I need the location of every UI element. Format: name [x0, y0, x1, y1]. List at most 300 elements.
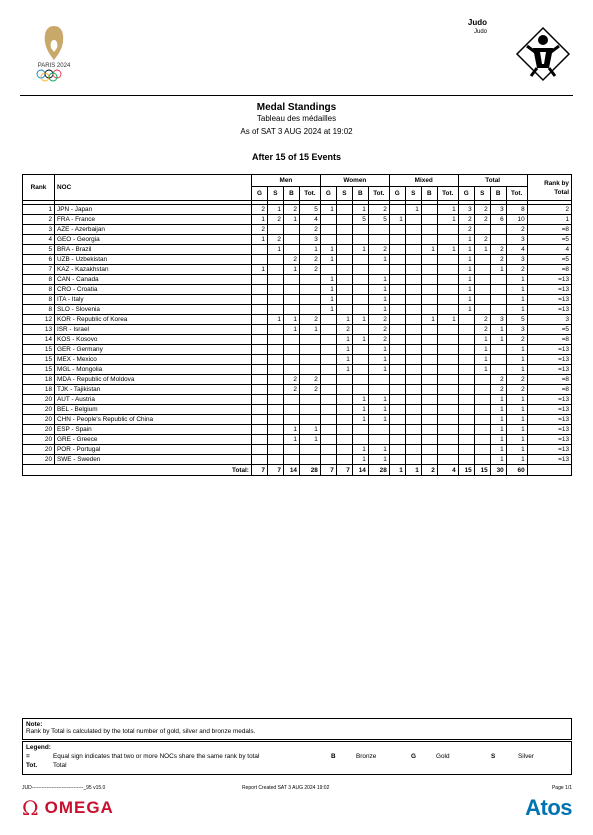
medal-count-cell: 1 [320, 275, 336, 285]
medal-count-cell [251, 415, 267, 425]
rank-by-total-cell: =13 [527, 435, 571, 445]
medal-count-cell: 2 [251, 205, 267, 215]
medal-count-cell: 1 [437, 205, 458, 215]
medal-count-cell [283, 295, 299, 305]
medal-count-cell [336, 455, 352, 465]
legend-s-text: Silver [518, 753, 534, 760]
medal-count-cell [421, 325, 437, 335]
medal-count-cell: 1 [490, 395, 506, 405]
medal-count-cell [352, 265, 368, 275]
medal-count-cell [405, 315, 421, 325]
medal-count-cell [389, 355, 405, 365]
table-row [23, 435, 572, 445]
medal-count-cell [421, 225, 437, 235]
medal-count-cell: 1 [458, 245, 474, 255]
medal-count-cell [437, 235, 458, 245]
medal-count-cell: 1 [336, 345, 352, 355]
medal-count-cell: 1 [368, 365, 389, 375]
medal-count-cell [458, 345, 474, 355]
table-row [23, 225, 572, 235]
medal-count-cell [352, 425, 368, 435]
medal-count-cell: 2 [506, 375, 527, 385]
medal-count-cell [320, 455, 336, 465]
rank-cell: 8 [23, 275, 55, 285]
medal-count-cell [421, 215, 437, 225]
medal-count-cell: 1 [506, 295, 527, 305]
medal-count-cell [389, 265, 405, 275]
medal-count-cell [474, 385, 490, 395]
medal-count-cell [389, 375, 405, 385]
col-total-tot-header: Tot. [506, 187, 527, 201]
medal-count-cell: 1 [474, 335, 490, 345]
rank-cell: 8 [23, 305, 55, 315]
medal-count-cell [389, 235, 405, 245]
total-count-cell: 28 [299, 465, 320, 476]
medal-count-cell: 2 [490, 385, 506, 395]
rank-by-total-cell: =13 [527, 415, 571, 425]
table-row [23, 395, 572, 405]
medal-count-cell [437, 355, 458, 365]
judo-pictogram-icon [513, 24, 573, 84]
total-label: Total: [23, 465, 252, 476]
medal-count-cell [283, 245, 299, 255]
medal-count-cell [352, 325, 368, 335]
medal-count-cell: 1 [437, 245, 458, 255]
medal-count-cell: 2 [299, 225, 320, 235]
medal-count-cell [336, 305, 352, 315]
total-count-cell: 28 [368, 465, 389, 476]
medal-count-cell [267, 275, 283, 285]
medal-count-cell [299, 285, 320, 295]
total-count-cell: 30 [490, 465, 506, 476]
medal-count-cell: 2 [368, 315, 389, 325]
medal-count-cell: 1 [368, 395, 389, 405]
medal-count-cell [251, 455, 267, 465]
medal-count-cell: 1 [336, 335, 352, 345]
medal-count-cell [421, 455, 437, 465]
medal-count-cell [283, 335, 299, 345]
rank-by-total-cell: =5 [527, 255, 571, 265]
medal-count-cell: 2 [368, 205, 389, 215]
noc-cell: FRA - France [55, 215, 252, 225]
medal-count-cell: 1 [506, 415, 527, 425]
rank-by-total-cell: =13 [527, 295, 571, 305]
rank-cell: 20 [23, 445, 55, 455]
medal-count-cell [437, 375, 458, 385]
medal-count-cell [474, 405, 490, 415]
medal-count-cell [437, 455, 458, 465]
medal-count-cell: 2 [368, 245, 389, 255]
noc-cell: AUT - Austria [55, 395, 252, 405]
medal-count-cell: 1 [368, 445, 389, 455]
medal-count-cell: 1 [421, 245, 437, 255]
medal-count-cell [267, 305, 283, 315]
medal-count-cell: 2 [283, 255, 299, 265]
medal-count-cell [320, 425, 336, 435]
medal-count-cell: 1 [458, 285, 474, 295]
medal-count-cell [267, 355, 283, 365]
medal-count-cell [389, 435, 405, 445]
medal-count-cell [389, 205, 405, 215]
medal-count-cell: 1 [283, 325, 299, 335]
medal-count-cell [320, 375, 336, 385]
medal-count-cell [283, 445, 299, 455]
medal-count-cell [405, 405, 421, 415]
medal-count-cell: 1 [506, 285, 527, 295]
medal-count-cell: 1 [506, 395, 527, 405]
medal-count-cell [368, 385, 389, 395]
medal-count-cell [421, 335, 437, 345]
medal-count-cell [283, 405, 299, 415]
medal-count-cell [336, 215, 352, 225]
medal-count-cell [389, 395, 405, 405]
total-count-cell: 15 [474, 465, 490, 476]
medal-count-cell [405, 455, 421, 465]
medal-count-cell [320, 325, 336, 335]
total-count-cell: 14 [352, 465, 368, 476]
total-count-cell: 7 [267, 465, 283, 476]
total-count-cell: 1 [405, 465, 421, 476]
noc-cell: MGL - Mongolia [55, 365, 252, 375]
medal-count-cell [368, 375, 389, 385]
medal-count-cell [352, 275, 368, 285]
medal-count-cell [336, 385, 352, 395]
medal-count-cell [267, 325, 283, 335]
medal-count-cell [299, 405, 320, 415]
medal-count-cell: 1 [405, 205, 421, 215]
noc-cell: JPN - Japan [55, 205, 252, 215]
medal-count-cell [251, 355, 267, 365]
medal-count-cell [421, 405, 437, 415]
total-count-cell: 7 [251, 465, 267, 476]
medal-count-cell [458, 405, 474, 415]
medal-count-cell: 1 [352, 405, 368, 415]
medal-count-cell [320, 265, 336, 275]
rank-cell: 8 [23, 295, 55, 305]
medal-count-cell [283, 225, 299, 235]
medal-count-cell: 1 [352, 415, 368, 425]
medal-count-cell: 1 [299, 425, 320, 435]
medal-count-cell [320, 235, 336, 245]
note-box [22, 718, 572, 740]
total-count-cell: 4 [437, 465, 458, 476]
rank-by-total-cell: =13 [527, 455, 571, 465]
table-row [23, 345, 572, 355]
total-count-cell: 2 [421, 465, 437, 476]
medal-count-cell [437, 425, 458, 435]
medal-count-cell [474, 415, 490, 425]
medal-count-cell [474, 295, 490, 305]
legend-g-symbol: G [411, 753, 416, 760]
medal-count-cell [405, 305, 421, 315]
medal-count-cell: 2 [299, 385, 320, 395]
medal-count-cell [267, 405, 283, 415]
medal-count-cell [251, 285, 267, 295]
medal-count-cell [251, 445, 267, 455]
rank-by-total-cell: =13 [527, 445, 571, 455]
col-noc-header: NOC [55, 175, 252, 201]
medal-count-cell [421, 235, 437, 245]
legend-box [22, 741, 572, 775]
col-total-s-header: S [474, 187, 490, 201]
medal-count-cell: 2 [474, 215, 490, 225]
noc-cell: TJK - Tajikistan [55, 385, 252, 395]
medal-count-cell [283, 345, 299, 355]
medal-count-cell: 1 [506, 455, 527, 465]
medal-count-cell [336, 205, 352, 215]
medal-count-cell: 3 [506, 255, 527, 265]
medal-count-cell: 1 [506, 355, 527, 365]
medal-count-cell [389, 285, 405, 295]
medal-count-cell [299, 455, 320, 465]
medal-count-cell [368, 425, 389, 435]
table-header-row [23, 175, 572, 187]
col-mixed-s-header: S [405, 187, 421, 201]
medal-count-cell [368, 435, 389, 445]
omega-symbol-icon: Ω [22, 796, 39, 820]
medal-count-cell: 1 [490, 415, 506, 425]
rank-by-total-cell: =8 [527, 375, 571, 385]
rank-by-total-cell: =13 [527, 405, 571, 415]
medal-count-cell [389, 345, 405, 355]
medal-count-cell [299, 295, 320, 305]
medal-count-cell: 1 [490, 335, 506, 345]
table-row [23, 445, 572, 455]
table-row [23, 265, 572, 275]
legend-tot-symbol: Tot. [26, 762, 38, 769]
medal-count-cell: 2 [299, 255, 320, 265]
medal-count-cell [421, 265, 437, 275]
noc-cell: MDA - Republic of Moldova [55, 375, 252, 385]
col-women-b-header: B [352, 187, 368, 201]
medal-count-cell: 1 [336, 355, 352, 365]
rank-by-total-cell: =8 [527, 385, 571, 395]
medal-count-cell: 5 [299, 205, 320, 215]
medal-count-cell [405, 415, 421, 425]
noc-cell: CRO - Croatia [55, 285, 252, 295]
medal-count-cell: 3 [299, 235, 320, 245]
medal-count-cell [405, 345, 421, 355]
medal-count-cell: 2 [283, 375, 299, 385]
medal-count-cell [405, 235, 421, 245]
medal-count-cell: 1 [352, 245, 368, 255]
medal-count-cell [389, 365, 405, 375]
medal-count-cell [405, 325, 421, 335]
medal-count-cell [437, 325, 458, 335]
report-as-of: As of SAT 3 AUG 2024 at 19:02 [240, 127, 353, 136]
medal-count-cell: 1 [336, 365, 352, 375]
medal-count-cell: 1 [474, 365, 490, 375]
medal-count-cell [405, 285, 421, 295]
medal-count-cell: 2 [299, 375, 320, 385]
col-mixed-b-header: B [421, 187, 437, 201]
noc-cell: BEL - Belgium [55, 405, 252, 415]
rank-cell: 8 [23, 285, 55, 295]
medal-count-cell [352, 305, 368, 315]
medal-count-cell [320, 365, 336, 375]
table-total-row [23, 465, 572, 476]
medal-count-cell [437, 225, 458, 235]
medal-count-cell [490, 285, 506, 295]
medal-count-cell: 2 [474, 235, 490, 245]
medal-count-cell [437, 445, 458, 455]
col-total-header: Total [458, 175, 527, 187]
noc-cell: KOR - Republic of Korea [55, 315, 252, 325]
medal-count-cell [336, 395, 352, 405]
rank-cell: 20 [23, 415, 55, 425]
medal-count-cell: 1 [421, 315, 437, 325]
legend-tot-text: Total [53, 762, 67, 769]
medal-count-cell [458, 315, 474, 325]
medal-count-cell [474, 375, 490, 385]
medal-count-cell [251, 395, 267, 405]
medal-count-cell [421, 445, 437, 455]
medal-count-cell [405, 385, 421, 395]
medal-count-cell: 1 [389, 215, 405, 225]
medal-count-cell [267, 435, 283, 445]
medal-count-cell [474, 445, 490, 455]
medal-count-cell [352, 285, 368, 295]
omega-logo [22, 797, 114, 819]
medal-count-cell [458, 435, 474, 445]
medal-count-cell: 2 [368, 325, 389, 335]
medal-count-cell [458, 385, 474, 395]
table-row [23, 375, 572, 385]
rank-by-total-cell: 4 [527, 245, 571, 255]
noc-cell: ESP - Spain [55, 425, 252, 435]
legend-label: Legend: [26, 744, 51, 751]
medal-count-cell [405, 255, 421, 265]
table-row [23, 355, 572, 365]
medal-count-cell [458, 365, 474, 375]
sport-title [468, 18, 487, 35]
medal-count-cell [405, 215, 421, 225]
medal-count-cell [251, 295, 267, 305]
medal-count-cell [267, 455, 283, 465]
table-row [23, 235, 572, 245]
medal-count-cell [352, 255, 368, 265]
medal-count-cell [267, 225, 283, 235]
total-blank-cell [527, 465, 571, 476]
medal-count-cell [336, 295, 352, 305]
medal-count-cell [437, 275, 458, 285]
omega-wordmark: OMEGA [44, 798, 114, 817]
medal-count-cell [320, 335, 336, 345]
table-row [23, 385, 572, 395]
medal-count-cell: 2 [267, 215, 283, 225]
medal-count-cell: 1 [458, 275, 474, 285]
medal-count-cell: 1 [251, 235, 267, 245]
medal-count-cell [389, 425, 405, 435]
report-created: Report Created SAT 3 AUG 2024 19:02 [242, 785, 330, 791]
medal-count-cell [368, 235, 389, 245]
report-heading [0, 102, 593, 162]
medal-count-cell [251, 315, 267, 325]
medal-count-cell [267, 415, 283, 425]
medal-count-cell: 2 [458, 215, 474, 225]
medal-count-cell: 1 [352, 445, 368, 455]
medal-count-cell [421, 395, 437, 405]
legend-b-text: Bronze [356, 753, 377, 760]
medal-count-cell [389, 295, 405, 305]
medal-count-cell [474, 255, 490, 265]
medal-count-cell: 1 [320, 295, 336, 305]
table-row [23, 325, 572, 335]
logo-text: PARIS 2024 [37, 63, 71, 69]
medal-count-cell [251, 305, 267, 315]
total-count-cell: 7 [336, 465, 352, 476]
rank-by-total-cell: =13 [527, 355, 571, 365]
note-text: Rank by Total is calculated by the total number of gold, silver and bronze medals. [26, 728, 256, 735]
rank-by-total-cell: =13 [527, 285, 571, 295]
medal-count-cell [352, 375, 368, 385]
rank-cell: 1 [23, 205, 55, 215]
medal-count-cell [336, 285, 352, 295]
medal-count-cell: 1 [458, 265, 474, 275]
medal-count-cell [405, 365, 421, 375]
medal-count-cell [437, 365, 458, 375]
medal-count-cell: 3 [506, 235, 527, 245]
medal-count-cell [251, 365, 267, 375]
medal-count-cell [389, 255, 405, 265]
medal-count-cell: 1 [267, 315, 283, 325]
events-count: After 15 of 15 Events [251, 152, 342, 162]
medal-count-cell [389, 245, 405, 255]
rank-by-total-cell: =8 [527, 225, 571, 235]
medal-count-cell [267, 445, 283, 455]
table-row [23, 255, 572, 265]
rank-by-total-cell: =13 [527, 305, 571, 315]
medal-count-cell: 1 [368, 345, 389, 355]
legend-entries [26, 753, 568, 777]
medal-count-cell [437, 415, 458, 425]
medal-count-cell: 1 [320, 245, 336, 255]
sport-name-en: Judo [467, 18, 487, 27]
medal-count-cell: 2 [474, 325, 490, 335]
report-code: JUD-------------------------------_95 v15.0 [22, 785, 106, 791]
medal-count-cell [405, 265, 421, 275]
medal-count-cell [490, 235, 506, 245]
rank-cell: 20 [23, 395, 55, 405]
rank-by-total-cell: =8 [527, 335, 571, 345]
medal-count-cell [437, 255, 458, 265]
medal-count-cell [352, 225, 368, 235]
rank-by-total-cell: =13 [527, 275, 571, 285]
col-men-tot-header: Tot. [299, 187, 320, 201]
medal-count-cell [336, 265, 352, 275]
medal-count-cell [283, 235, 299, 245]
medal-count-cell: 2 [490, 255, 506, 265]
rank-by-total-cell: =13 [527, 395, 571, 405]
medal-count-cell [336, 445, 352, 455]
rank-cell: 13 [23, 325, 55, 335]
table-row [23, 455, 572, 465]
medal-count-cell: 1 [506, 275, 527, 285]
medal-count-cell [299, 445, 320, 455]
medal-count-cell [474, 455, 490, 465]
medal-count-cell [267, 265, 283, 275]
medal-count-cell: 1 [490, 435, 506, 445]
medal-count-cell [405, 295, 421, 305]
medal-count-cell [405, 425, 421, 435]
table-row [23, 215, 572, 225]
medal-count-cell: 2 [299, 315, 320, 325]
noc-cell: KOS - Kosovo [55, 335, 252, 345]
medal-count-cell: 2 [368, 335, 389, 345]
table-row [23, 245, 572, 255]
report-header [0, 0, 593, 100]
medal-count-cell: 1 [506, 445, 527, 455]
